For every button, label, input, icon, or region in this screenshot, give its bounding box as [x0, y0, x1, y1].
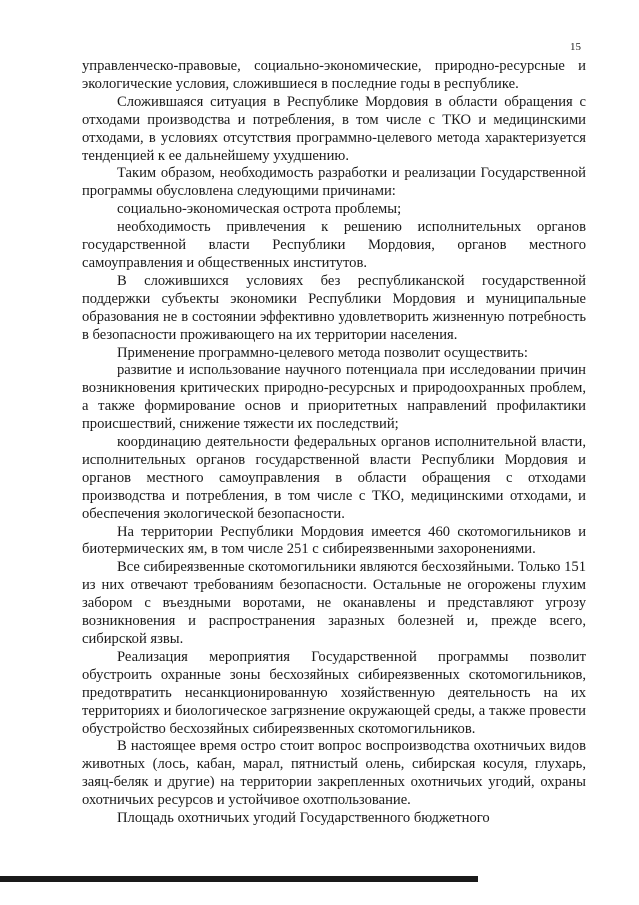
paragraph: управленческо-правовые, социально-экономические, природно-ресурсные и экологические условия, сложившиеся в последние годы в республике.: [82, 58, 586, 92]
paragraph: социально-экономическая острота проблемы;: [117, 201, 402, 218]
paragraph: развитие и использование научного потенциала при исследовании причин возникновения критических природно-ресурсных и природоохранных проблем, а также формирование основ и приоритетных направлений профилактики происшествий, снижение тяжести их последствий;: [82, 362, 586, 433]
page-number: 15: [570, 41, 581, 53]
paragraph: Сложившаяся ситуация в Республике Мордовия в области обращения с отходами производства и потребления, в том числе с ТКО и медицинскими отходами, в условиях отсутствия программно-целевого метода характеризуется тенденцией к ее дальнейшему ухудшению.: [82, 93, 586, 164]
paragraph: В настоящее время остро стоит вопрос воспроизводства охотничьих видов животных (лось, кабан, марал, пятнистый олень, сибирская косуля, глухарь, заяц-беляк и другие) на территории закрепленных охотничьих угодий, охраны охотничьих ресурсов и устойчивое охотпользование.: [82, 738, 586, 809]
paragraph: На территории Республики Мордовия имеется 460 скотомогильников и биотермических ям, в том числе 251 с сибиреязвенными захоронениями.: [82, 523, 586, 558]
paragraph: Все сибиреязвенные скотомогильники являются бесхозяйными. Только 151 из них отвечают требованиям безопасности. Остальные не огорожены глухим забором с въездными воротами, не оканавлены и представляют угрозу возникновения и распространения заразных болезней и, прежде всего, сибирской язвы.: [82, 559, 586, 647]
document-body: [82, 58, 586, 828]
paragraph: Применение программно-целевого метода позволит осуществить:: [117, 344, 528, 361]
paragraph: необходимость привлечения к решению исполнительных органов государственной власти Республики Мордовия, органов местного самоуправления и общественных институтов.: [82, 219, 586, 271]
paragraph: Реализация мероприятия Государственной программы позволит обустроить охранные зоны бесхозяйных сибиреязвенных скотомогильников, предотвратить несанкционированную хозяйственную деятельность на их территориях и биологическое загрязнение окружающей среды, а также провести обустройство бесхозяйных сибиреязвенных скотомогильников.: [82, 648, 586, 737]
paragraph: В сложившихся условиях без республиканской государственной поддержки субъекты экономики Республики Мордовия и муниципальные образования не в состоянии эффективно удовлетворить жизненную потребность в безопасности проживающего на их территории населения.: [82, 272, 586, 343]
paragraph: координацию деятельности федеральных органов исполнительной власти, исполнительных органов государственной власти Республики Мордовия и органов местного самоуправления в области обращения с отходами производства и потребления, в том числе с ТКО, медицинскими отходами, и обеспечения экологической безопасности.: [82, 434, 586, 522]
paragraph: Таким образом, необходимость разработки и реализации Государственной программы обусловлена следующими причинами:: [82, 165, 586, 200]
paragraph: Площадь охотничьих угодий Государственного бюджетного: [117, 810, 490, 827]
bottom-rule: [0, 876, 478, 882]
